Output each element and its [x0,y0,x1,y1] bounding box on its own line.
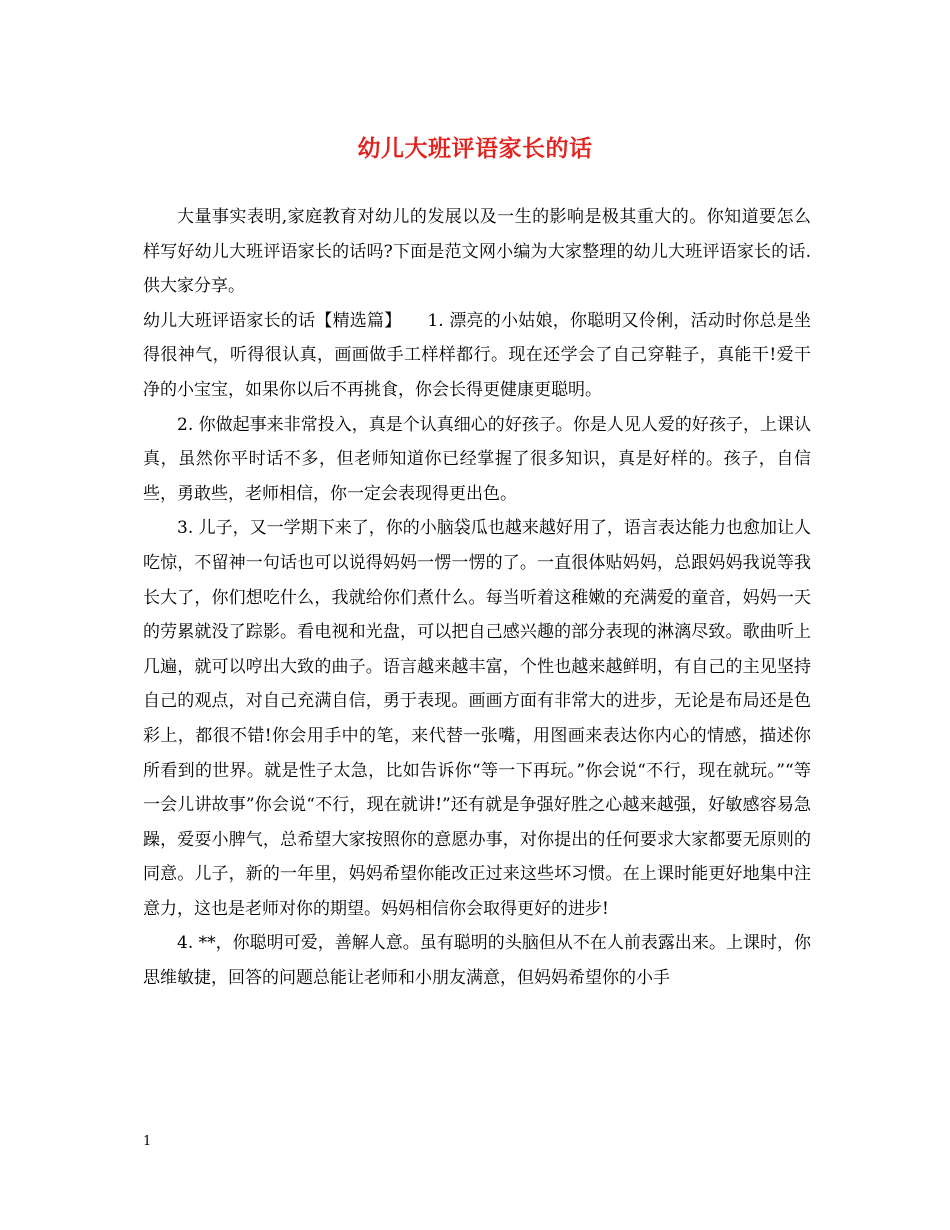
paragraph-item-4: 4. **，你聪明可爱，善解人意。虽有聪明的头脑但从不在人前表露出来。上课时，你思维敏捷，回答的问题总能让老师和小朋友满意，但妈妈希望你的小手 [143,933,811,989]
document-body [143,200,811,996]
paragraph-item-2: 2. 你做起事来非常投入，真是个认真细心的好孩子。你是人见人爱的好孩子，上课认真，虽然你平时话不多，但老师知道你已经掌握了很多知识，真是好样的。孩子，自信些，勇敢些，老师相信，你一定会表现得更出色。 [143,414,811,504]
paragraph-item-1: 幼儿大班评语家长的话【精选篇】 1. 漂亮的小姑娘，你聪明又伶俐，活动时你总是坐得很神气，听得很认真，画画做手工样样都行。现在还学会了自己穿鞋子，真能干!爱干净的小宝宝，如果你以后不再挑食，你会长得更健康更聪明。 [143,310,811,400]
paragraph-item-3: 3. 儿子，又一学期下来了，你的小脑袋瓜也越来越好用了，语言表达能力也愈加让人吃惊，不留神一句话也可以说得妈妈一愣一愣的了。一直很体贴妈妈，总跟妈妈我说等我长大了，你们想吃什么，我就给你们煮什么。每当听着这稚嫩的充满爱的童音，妈妈一天的劳累就没了踪影。看电视和光盘，可以把自己感兴趣的部分表现的淋漓尽致。歌曲听上几遍，就可以哼出大致的曲子。语言越来越丰富，个性也越来越鲜明，有自己的主见坚持自己的观点，对自己充满自信，勇于表现。画画方面有非常大的进步，无论是布局还是色彩上，都很不错!你会用手中的笔，来代替一张嘴，用图画来表达你内心的情感，描述你所看到的世界。就是性子太急，比如告诉你“等一下再玩。”你会说“不行，现在就玩。”“等一会儿讲故事”你会说“不行，现在就讲!”还有就是争强好胜之心越来越强，好敏感容易急躁，爱耍小脾气，总希望大家按照你的意愿办事，对你提出的任何要求大家都要无原则的同意。儿子，新的一年里，妈妈希望你能改正过来这些坏习惯。在上课时能更好地集中注意力，这也是老师对你的期望。妈妈相信你会取得更好的进步! [143,518,811,919]
page-title: 幼儿大班评语家长的话 [357,135,593,162]
page-number: 1 [143,1134,152,1149]
paragraph-intro: 大量事实表明,家庭教育对幼儿的发展以及一生的影响是极其重大的。你知道要怎么样写好幼儿大班评语家长的话吗?下面是范文网小编为大家整理的幼儿大班评语家长的话.供大家分享。 [143,207,811,297]
